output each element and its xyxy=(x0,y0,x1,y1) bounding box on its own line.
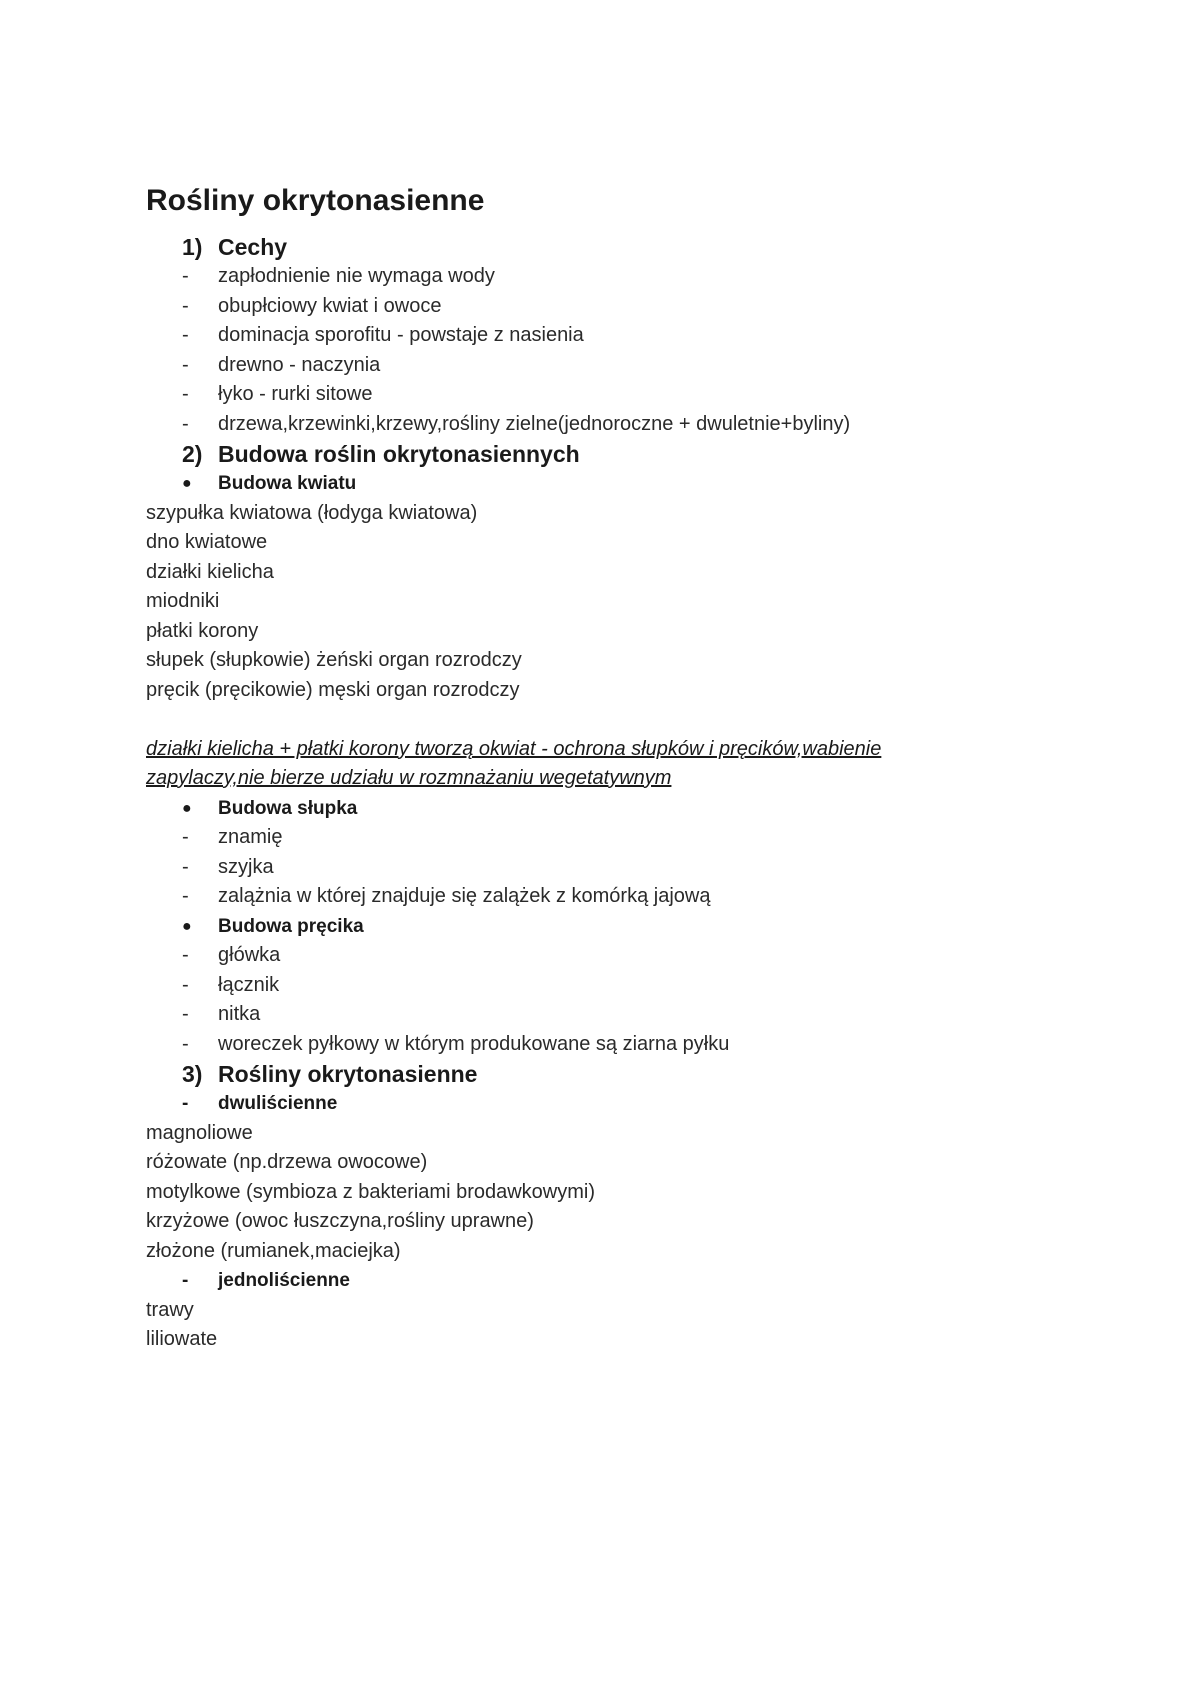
section-heading-cechy xyxy=(146,232,1120,262)
dash-marker: - xyxy=(182,944,189,966)
dash-marker: - xyxy=(182,885,189,907)
list-item xyxy=(146,971,1120,1001)
dash-marker: - xyxy=(182,973,189,996)
dash-marker: - xyxy=(182,324,189,346)
list-item xyxy=(146,882,1120,912)
dash-marker: - xyxy=(182,294,189,317)
text-line: działki kielicha xyxy=(146,560,274,583)
dash-marker: - xyxy=(182,353,189,376)
list-item-text: drzewa,krzewinki,krzewy,rośliny zielne(jednoroczne + dwuletnie+byliny) xyxy=(218,412,851,435)
text-line: krzyżowe (owoc łuszczyna,rośliny uprawne) xyxy=(146,1210,534,1232)
list-item-text: woreczek pyłkowy w którym produkowane są ziarna pyłku xyxy=(218,1032,730,1055)
bullet-marker: ● xyxy=(182,917,192,935)
subheading-dwuliscienne xyxy=(146,1089,1120,1119)
text-line: magnoliowe xyxy=(146,1121,253,1144)
section-number: 2) xyxy=(182,441,203,467)
list-item xyxy=(146,823,1120,853)
dash-marker: - xyxy=(182,1003,189,1025)
section-heading-budowa xyxy=(146,439,1120,469)
list-item xyxy=(146,262,1120,292)
list-item xyxy=(146,321,1120,351)
list-item xyxy=(146,380,1120,410)
text-line: trawy xyxy=(146,1298,194,1321)
list-item-text: łącznik xyxy=(218,973,280,996)
text-line: złożone (rumianek,maciejka) xyxy=(146,1239,401,1262)
list-item-text: główka xyxy=(218,944,281,966)
dash-marker: - xyxy=(182,383,189,405)
list-item xyxy=(146,292,1120,322)
text-line: różowate (np.drzewa owocowe) xyxy=(146,1151,428,1173)
subheading-text: jednoliścienne xyxy=(218,1270,350,1291)
list-item-text: znamię xyxy=(218,826,283,848)
text-line: motylkowe (symbioza z bakteriami brodawkowymi) xyxy=(146,1180,596,1203)
text-line: słupek (słupkowie) żeński organ rozrodczy xyxy=(146,649,522,671)
document-title: Rośliny okrytonasienne xyxy=(146,184,485,217)
list-item xyxy=(146,1000,1120,1030)
dash-marker: - xyxy=(182,265,189,287)
text-line: liliowate xyxy=(146,1328,218,1350)
list-item-text: zapłodnienie nie wymaga wody xyxy=(218,265,495,287)
list-item-text: szyjka xyxy=(218,855,274,878)
section-number: 1) xyxy=(182,234,203,260)
subheading-budowa-kwiatu xyxy=(146,469,1120,499)
bullet-marker: ● xyxy=(182,475,192,492)
list-item-text: nitka xyxy=(218,1003,261,1025)
list-item-text: drewno - naczynia xyxy=(218,353,381,376)
okwiat-note-line-2: zapylaczy,nie bierze udziału w rozmnażaniu wegetatywnym xyxy=(146,767,672,789)
text-line: pręcik (pręcikowie) męski organ rozrodczy xyxy=(146,678,520,701)
dash-marker: - xyxy=(182,1270,189,1291)
list-item xyxy=(146,1030,1120,1060)
section-heading-text: Rośliny okrytonasienne xyxy=(218,1061,478,1087)
text-line: płatki korony xyxy=(146,619,259,642)
dash-marker: - xyxy=(182,412,189,435)
subheading-text: Budowa kwiatu xyxy=(218,473,357,494)
list-item xyxy=(146,410,1120,440)
subheading-budowa-slupka xyxy=(146,794,1120,824)
blank-line xyxy=(146,705,1120,735)
text-line: miodniki xyxy=(146,590,220,612)
okwiat-note-line-1: działki kielicha + płatki korony tworzą okwiat - ochrona słupków i pręcików,wabienie xyxy=(146,737,882,760)
dash-marker: - xyxy=(182,826,189,848)
text-line: szypułka kwiatowa (łodyga kwiatowa) xyxy=(146,501,478,524)
list-item-text: dominacja sporofitu - powstaje z nasienia xyxy=(218,324,584,346)
section-heading-text: Budowa roślin okrytonasiennych xyxy=(218,441,580,467)
list-item-text: łyko - rurki sitowe xyxy=(218,383,373,405)
dash-marker: - xyxy=(182,1093,189,1114)
section-heading-text: Cechy xyxy=(218,234,288,260)
bullet-marker: ● xyxy=(182,799,192,817)
list-item xyxy=(146,853,1120,883)
list-item-text: zalążnia w której znajduje się zalążek z komórką jajową xyxy=(218,885,711,907)
dash-marker: - xyxy=(182,1032,189,1055)
section-number: 3) xyxy=(182,1061,203,1087)
subheading-text: dwuliścienne xyxy=(218,1093,338,1114)
dash-marker: - xyxy=(182,855,189,878)
subheading-budowa-precika xyxy=(146,912,1120,942)
subheading-jednoliscienne xyxy=(146,1266,1120,1296)
text-line: dno kwiatowe xyxy=(146,531,268,553)
list-item-text: obupłciowy kwiat i owoce xyxy=(218,294,442,317)
subheading-text: Budowa słupka xyxy=(218,797,358,819)
section-heading-rosliny xyxy=(146,1059,1120,1089)
subheading-text: Budowa pręcika xyxy=(218,915,364,937)
list-item xyxy=(146,351,1120,381)
list-item xyxy=(146,941,1120,971)
